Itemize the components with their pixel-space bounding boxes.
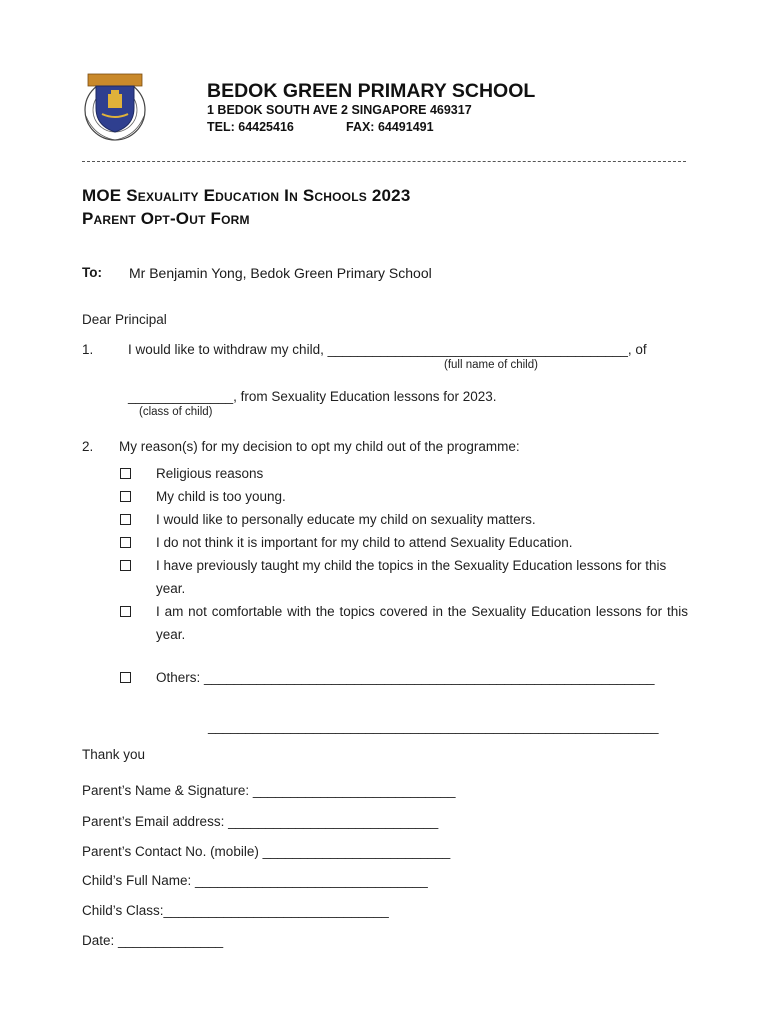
- reason-label-personally-educate: I would like to personally educate my child on sexuality matters.: [156, 512, 536, 527]
- to-label: To:: [82, 265, 102, 280]
- school-crest: [80, 70, 150, 142]
- item-1-number: 1.: [82, 342, 94, 357]
- child-class-field[interactable]: ______________, from Sexuality Education lessons for 2023.: [128, 389, 497, 404]
- date-field[interactable]: Date: ______________: [82, 933, 224, 948]
- reason-checkbox-not-important[interactable]: [120, 537, 131, 548]
- form-subtitle: Parent Opt-Out Form: [82, 209, 250, 228]
- child-class-bottom-field[interactable]: Child’s Class:______________________________: [82, 903, 389, 918]
- school-name: BEDOK GREEN PRIMARY SCHOOL: [207, 80, 536, 102]
- child-full-name-field[interactable]: Child’s Full Name: _______________________________: [82, 873, 428, 888]
- form-title: MOE Sexuality Education In Schools 2023: [82, 186, 411, 205]
- reason-checkbox-too-young[interactable]: [120, 491, 131, 502]
- to-recipient: Mr Benjamin Yong, Bedok Green Primary School: [129, 265, 432, 281]
- reason-label-not-comfortable: I am not comfortable with the topics covered in the Sexuality Education lessons for this year.: [156, 604, 688, 642]
- header-divider: [82, 161, 686, 162]
- reason-label-too-young: My child is too young.: [156, 489, 286, 504]
- school-fax: FAX: 64491491: [346, 120, 434, 134]
- parent-email-field[interactable]: Parent’s Email address: ____________________________: [82, 814, 439, 829]
- greeting: Dear Principal: [82, 312, 167, 327]
- child-name-note: (full name of child): [444, 359, 538, 371]
- reason-label-religious: Religious reasons: [156, 466, 264, 481]
- item-2-number: 2.: [82, 439, 94, 454]
- reason-label-not-important: I do not think it is important for my child to attend Sexuality Education.: [156, 535, 573, 550]
- school-telephone: TEL: 64425416: [207, 120, 294, 134]
- others-field[interactable]: Others: ____________________________________________________________: [156, 670, 655, 685]
- parent-name-signature-field[interactable]: Parent’s Name & Signature: ___________________________: [82, 783, 456, 798]
- closing: Thank you: [82, 747, 146, 762]
- reason-label-previously-taught: I have previously taught my child the topics in the Sexuality Education lessons for this year.: [156, 558, 667, 596]
- reasons-prompt: My reason(s) for my decision to opt my child out of the programme:: [119, 439, 520, 454]
- parent-contact-field[interactable]: Parent’s Contact No. (mobile) _________________________: [82, 844, 451, 859]
- reason-checkbox-religious[interactable]: [120, 468, 131, 479]
- reason-checkbox-others[interactable]: [120, 672, 131, 683]
- reason-checkbox-not-comfortable[interactable]: [120, 606, 131, 617]
- reason-checkbox-previously-taught[interactable]: [120, 560, 131, 571]
- school-address: 1 BEDOK SOUTH AVE 2 SINGAPORE 469317: [207, 103, 472, 117]
- child-class-note: (class of child): [139, 406, 213, 418]
- child-name-field[interactable]: I would like to withdraw my child, ________________________________________, of: [128, 342, 647, 357]
- others-field-line-2[interactable]: ____________________________________________________________: [208, 719, 659, 734]
- reason-checkbox-personally-educate[interactable]: [120, 514, 131, 525]
